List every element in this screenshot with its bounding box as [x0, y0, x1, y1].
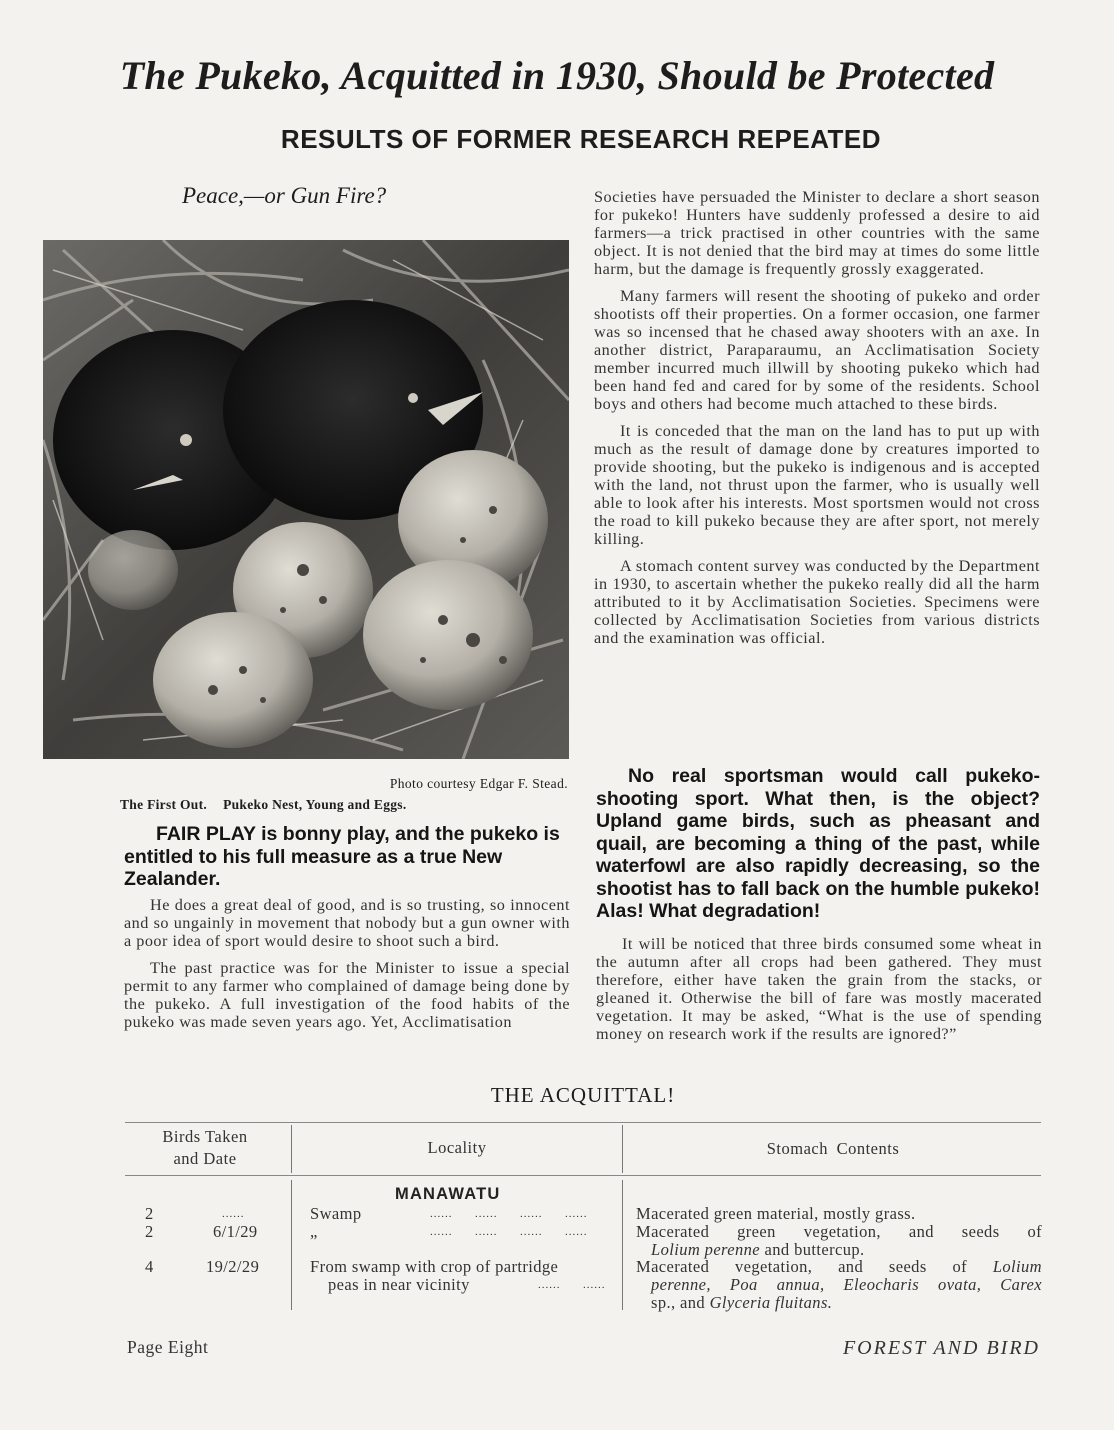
paragraph: It is conceded that the man on the land has to put up with much as the result of damage done by creatures imported to provide shooting, but the pukeko is indigenous and is accepted with the land, not thrust upon the farmer, who is usually well able to look after his interests. Most sportsmen would not cross the road to kill pukeko because they are after sport, not merely killing. — [594, 422, 1040, 548]
col-header-contents: Stomach Contents — [766, 1139, 900, 1158]
row2-date: 6/1/29 — [213, 1222, 258, 1241]
col-header-birds: Birds Taken and Date — [162, 1127, 248, 1168]
row2-contents-line2: Lolium perenne and buttercup. — [651, 1240, 865, 1259]
row3-date: 19/2/29 — [206, 1257, 260, 1276]
row3-contents-line1: Macerated vegetation, and seeds of Lolium — [636, 1257, 1042, 1276]
row2-count: 2 — [145, 1222, 154, 1241]
paragraph: The past practice was for the Minister to issue a special permit to any farmer who complained of damage being done by the pukeko. A full investigation of the food habits of the pukeko was made seven years ago. Yet, Acclimatisation — [124, 959, 570, 1031]
paragraph: Societies have persuaded the Minister to declare a short season for pukeko! Hunters have suddenly professed a desire to aid farmers—a trick practised in other countries with the same object. It is not denied that the bird may at times do some little harm, but the damage is frequently grossly exaggerated. — [594, 188, 1040, 278]
row3-contents-line2: perenne, Poa annua, Eleocharis ovata, Carex — [651, 1275, 1042, 1294]
paragraph: It will be noticed that three birds consumed some wheat in the autumn after all crops had been gathered. They must therefore, either have taken the grain from the stacks, or gleaned it. Otherwise the bill of fare was mostly macerated vegetation. It may be asked, “What is the use of spending money on research work if the results are ignored?” — [596, 935, 1042, 1043]
row1-locality: Swamp — [310, 1204, 362, 1223]
left-column-text — [124, 896, 570, 1040]
row1-contents: Macerated green material, mostly grass. — [636, 1204, 916, 1223]
row2-dots: ...... ...... ...... ...... — [430, 1226, 588, 1238]
paragraph: He does a great deal of good, and is so trusting, so innocent and so ungainly in movement that nobody but a gun owner with a poor idea of sport would desire to shoot such a bird. — [124, 896, 570, 950]
region-label: MANAWATU — [395, 1185, 501, 1203]
publication-name: FOREST AND BIRD — [842, 1337, 1040, 1359]
row1-dots: ...... ...... ...... ...... — [430, 1208, 588, 1220]
right-column-text — [594, 188, 1040, 656]
subtitle: RESULTS OF FORMER RESEARCH REPEATED — [280, 124, 882, 154]
paragraph: A stomach content survey was conducted by the Department in 1930, to ascertain whether the pukeko really did all the harm attributed to it by Acclimatisation Societies. Specimens were collected by Acclimatisation Societies from various districts and the examination was official. — [594, 557, 1040, 647]
row2-contents-line1: Macerated green vegetation, and seeds of — [636, 1222, 1042, 1241]
col-header-locality: Locality — [427, 1138, 487, 1157]
table-divider — [622, 1180, 623, 1310]
page-number: Page Eight — [127, 1337, 209, 1357]
photo-credit: Photo courtesy Edgar F. Stead. — [389, 776, 568, 791]
row3-locality-line2: peas in near vicinity — [328, 1275, 470, 1294]
sportsman-callout: No real sportsman would call pukeko-shooting sport. What then, is the object? Upland game birds, such as pheasant and quail, are becoming a thing of the past, while waterfowl are also rapidly decreasing, so the shootist has to fall back on the humble pukeko! Alas! What degradation! — [596, 765, 1040, 922]
table-divider — [291, 1180, 292, 1310]
caption-left: The First Out. — [120, 797, 208, 812]
photo-heading: Peace,—or Gun Fire? — [182, 183, 387, 208]
photo-caption — [120, 797, 407, 813]
caption-right: Pukeko Nest, Young and Eggs. — [223, 797, 407, 812]
row2-locality: „ — [310, 1222, 318, 1241]
row1-count: 2 — [145, 1204, 154, 1223]
right-column-closing — [596, 935, 1042, 1052]
row3-locality-line1: From swamp with crop of partridge — [310, 1257, 559, 1276]
pukeko-nest-photo — [43, 240, 569, 759]
row3-contents-line3: sp., and Glyceria fluitans. — [651, 1293, 833, 1312]
row1-date: ...... — [222, 1208, 245, 1220]
table-heading: THE ACQUITTAL! — [490, 1083, 676, 1107]
table-top-rule — [125, 1122, 1041, 1123]
row3-count: 4 — [145, 1257, 154, 1276]
page-title: The Pukeko, Acquitted in 1930, Should be Protected — [119, 53, 995, 98]
row3-dots: ...... ...... — [538, 1279, 606, 1291]
paragraph: Many farmers will resent the shooting of pukeko and order shootists off their properties. On a former occasion, one farmer was so incensed that he chased away shooters with an axe. In another district, Paraparaumu, an Acclimatisation Society member incurred much illwill by shooting pukeko which had been hand fed and cared for by some of the residents. School boys and others had become much attached to these birds. — [594, 287, 1040, 413]
fairplay-callout: FAIR PLAY is bonny play, and the pukeko is entitled to his full measure as a true New Zealander. — [124, 823, 560, 890]
table-header-rule — [125, 1175, 1041, 1176]
